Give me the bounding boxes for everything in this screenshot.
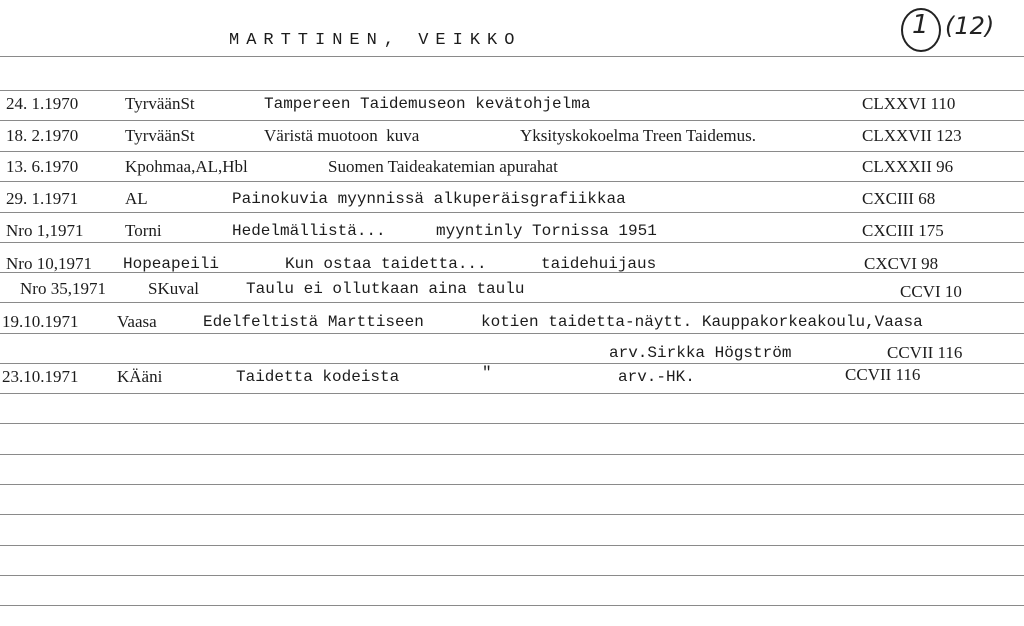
ruled-line <box>0 423 1024 424</box>
ruled-line <box>0 454 1024 455</box>
ruled-line <box>0 181 1024 182</box>
entry-reference: CLXXVII 123 <box>862 126 962 145</box>
entry-reviewer: arv.-HK. <box>618 368 695 386</box>
entry-title: Hedelmällistä... <box>232 222 386 240</box>
entry-reference: CCVII 116 <box>845 365 921 384</box>
entry-title: Tampereen Taidemuseon kevätohjelma <box>264 95 591 113</box>
ruled-line <box>0 151 1024 152</box>
entry-note: myyntinly Tornissa 1951 <box>436 222 657 240</box>
entry-date: 23.10.1971 <box>2 367 79 386</box>
entry-reference: CLXXXII 96 <box>862 157 954 176</box>
ruled-line <box>0 242 1024 243</box>
entry-source: Hopeapeili <box>123 255 220 273</box>
entry-date: Nro 10,1971 <box>6 254 92 273</box>
entry-title: Taidetta kodeista <box>236 368 400 386</box>
entry-reference: CCVII 116 <box>887 343 963 362</box>
entry-reviewer: arv.Sirkka Högström <box>609 344 792 362</box>
entry-title: Väristä muotoon kuva <box>264 126 420 145</box>
entry-source: KÄäni <box>117 367 163 386</box>
entry-source: SKuval <box>148 279 199 298</box>
entry-source: Kpohmaa,AL,Hbl <box>125 157 248 176</box>
ruled-line <box>0 212 1024 213</box>
entry-date: Nro 1,1971 <box>6 221 84 240</box>
entry-date: 18. 2.1970 <box>6 126 79 145</box>
entry-reference: CXCIII 68 <box>862 189 936 208</box>
card-total: (12) <box>945 12 995 40</box>
ruled-line <box>0 393 1024 394</box>
entry-date: 24. 1.1970 <box>6 94 79 113</box>
ruled-line <box>0 514 1024 515</box>
entry-reference: CLXXVI 110 <box>862 94 956 113</box>
ruled-line <box>0 363 1024 364</box>
ruled-line <box>0 605 1024 606</box>
card-number: 1 <box>912 10 929 40</box>
entry-ditto-mark: " <box>482 364 492 382</box>
entry-source: TyrväänSt <box>125 94 195 113</box>
ruled-line <box>0 90 1024 91</box>
entry-note: Yksityskokoelma Treen Taidemus. <box>520 126 757 145</box>
ruled-line <box>0 484 1024 485</box>
entry-reference: CXCVI 98 <box>864 254 939 273</box>
entry-title: Suomen Taideakatemian apurahat <box>328 157 558 176</box>
entry-title: Kun ostaa taidetta... <box>285 255 487 273</box>
entry-title: Edelfeltistä Marttiseen <box>203 313 424 331</box>
entry-note: taidehuijaus <box>541 255 657 273</box>
entry-title: Painokuvia myynnissä alkuperäisgrafiikkaa <box>232 190 626 208</box>
entry-source: TyrväänSt <box>125 126 195 145</box>
entry-date: 29. 1.1971 <box>6 189 79 208</box>
header-rule <box>0 56 1024 57</box>
ruled-line <box>0 302 1024 303</box>
ruled-line <box>0 333 1024 334</box>
entry-source: Vaasa <box>117 312 157 331</box>
entry-source: Torni <box>125 221 162 240</box>
entry-reference: CCVI 10 <box>900 282 962 301</box>
ruled-line <box>0 120 1024 121</box>
entry-source: AL <box>125 189 148 208</box>
entry-date: 19.10.1971 <box>2 312 79 331</box>
ruled-line <box>0 575 1024 576</box>
entry-date: 13. 6.1970 <box>6 157 79 176</box>
card-title: MARTTINEN, VEIKKO <box>229 31 522 50</box>
entry-title: Taulu ei ollutkaan aina taulu <box>246 280 525 298</box>
ruled-line <box>0 545 1024 546</box>
entry-note: kotien taidetta-näytt. Kauppakorkeakoulu,Vaasa <box>481 313 923 331</box>
entry-reference: CXCIII 175 <box>862 221 944 240</box>
entry-date: Nro 35,1971 <box>20 279 106 298</box>
